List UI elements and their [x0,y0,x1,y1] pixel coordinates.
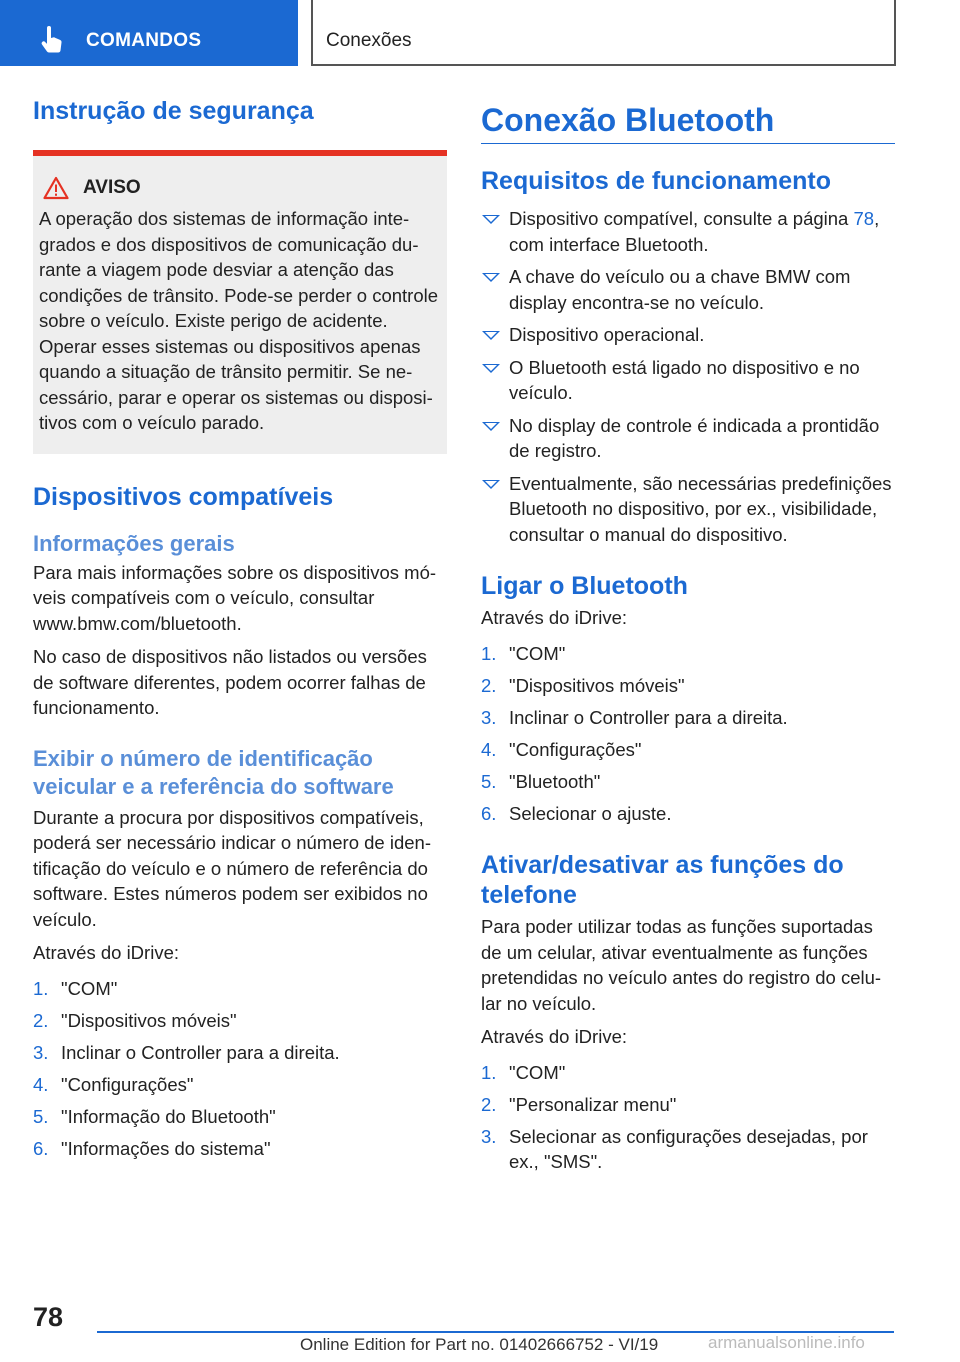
requirement-item: A chave do veículo ou a chave BMW com display encontra-se no veículo. [481,264,895,315]
bluetooth-steps [481,641,895,827]
vin-paragraph: Durante a procura por dispositivos compatíveis, poderá ser necessário indicar o número de identificação do veículo e o número de referência do software. Estes números podem ser exibidos no veículo. [33,806,431,930]
requirement-item: Eventualmente, são necessárias predefinições Bluetooth no dispositivo, por ex., visibilidade, consultar o manual do dispositivo. [481,471,895,548]
idrive-intro: Através do iDrive: [33,942,179,963]
step-item: 3. Inclinar o Controller para a direita. [481,706,788,728]
warning-triangle-icon [43,176,69,200]
general-info-paragraph: No caso de dispositivos não listados ou versões de software diferentes, podem ocorrer falhas de funcionamento. [33,646,427,718]
warning-title: AVISO [83,177,141,198]
page-reference-link[interactable]: 78 [853,208,875,229]
right-column [481,100,895,1181]
warning-text: A operação dos sistemas de informação integrados e dos dispositivos de comunicação durante a viagem pode desviar a atenção das condições de trânsito. Pode-se perder o controle sobre o veículo. Existe perigo de acidente. Operar esses sistemas ou dispositivos apenas quando a situação de trânsito permitir. Se necessário, parar e operar os sistemas ou dispositivos com o veículo parado. [39,208,439,433]
bullet-triangle-icon [482,480,500,489]
step-item: 5. "Informação do Bluetooth" [33,1105,276,1127]
general-info-heading: Informações gerais [33,530,235,556]
warning-box [33,150,447,454]
chapter-heading: Conexão Bluetooth [481,100,895,144]
section-title: Conexões [326,30,412,51]
vin-steps [33,976,447,1162]
step-item: 3. Selecionar as configurações desejadas, por ex., "SMS". [481,1125,868,1172]
chapter-tab-label: COMANDOS [86,30,202,51]
phone-functions-heading: Ativar/desativar as funções do telefone [481,851,844,909]
left-column [33,96,447,1168]
requirement-item: Dispositivo compatível, consulte a página 78, com interface Bluetooth. [481,206,895,257]
compatible-devices-heading: Dispositivos compatíveis [33,482,334,511]
vin-heading: Exibir o número de identificação veicular e a referência do software [33,745,394,799]
chapter-tab[interactable] [0,0,298,66]
requirements-heading: Requisitos de funcionamento [481,167,832,195]
step-item: 3. Inclinar o Controller para a direita. [33,1041,340,1063]
step-item: 1. "COM" [481,642,566,664]
idrive-intro: Através do iDrive: [481,1026,627,1047]
watermark-text: armanualsonline.info [708,1333,865,1352]
step-item: 1. "COM" [33,977,118,999]
edition-text: Online Edition for Part no. 01402666752 - VI/19 [300,1335,659,1354]
step-item: 2. "Dispositivos móveis" [33,1009,237,1031]
requirement-item: Dispositivo operacional. [481,322,895,348]
section-header [311,0,896,66]
bullet-triangle-icon [482,364,500,373]
requirement-item: O Bluetooth está ligado no dispositivo e no veículo. [481,355,895,406]
bullet-triangle-icon [482,422,500,431]
page-number: 78 [33,1302,64,1332]
bluetooth-on-heading: Ligar o Bluetooth [481,572,688,600]
phone-functions-paragraph: Para poder utilizar todas as funções suportadas de um celular, ativar eventualmente as funções pretendidas no veículo antes do registro do celular no veículo. [481,916,882,1014]
general-info-paragraph: Para mais informações sobre os dispositivos móveis compatíveis com o veículo, consultar www.bmw.com/bluetooth. [33,561,437,634]
step-item: 5. "Bluetooth" [481,770,601,792]
bullet-triangle-icon [482,215,500,224]
hand-pointer-icon [36,25,66,55]
safety-heading: Instrução de segurança [33,97,314,125]
phone-steps [481,1060,895,1175]
bullet-triangle-icon [482,331,500,340]
idrive-intro: Através do iDrive: [481,607,627,628]
step-item: 6. "Informações do sistema" [33,1137,271,1159]
requirement-item: No display de controle é indicada a prontidão de registro. [481,413,895,464]
step-item: 1. "COM" [481,1061,566,1083]
step-item: 4. "Configurações" [33,1073,194,1095]
step-item: 2. "Dispositivos móveis" [481,674,685,696]
bullet-triangle-icon [482,273,500,282]
requirements-list [481,206,895,547]
step-item: 2. "Personalizar menu" [481,1093,677,1115]
step-item: 4. "Configurações" [481,738,642,760]
step-item: 6. Selecionar o ajuste. [481,802,672,824]
